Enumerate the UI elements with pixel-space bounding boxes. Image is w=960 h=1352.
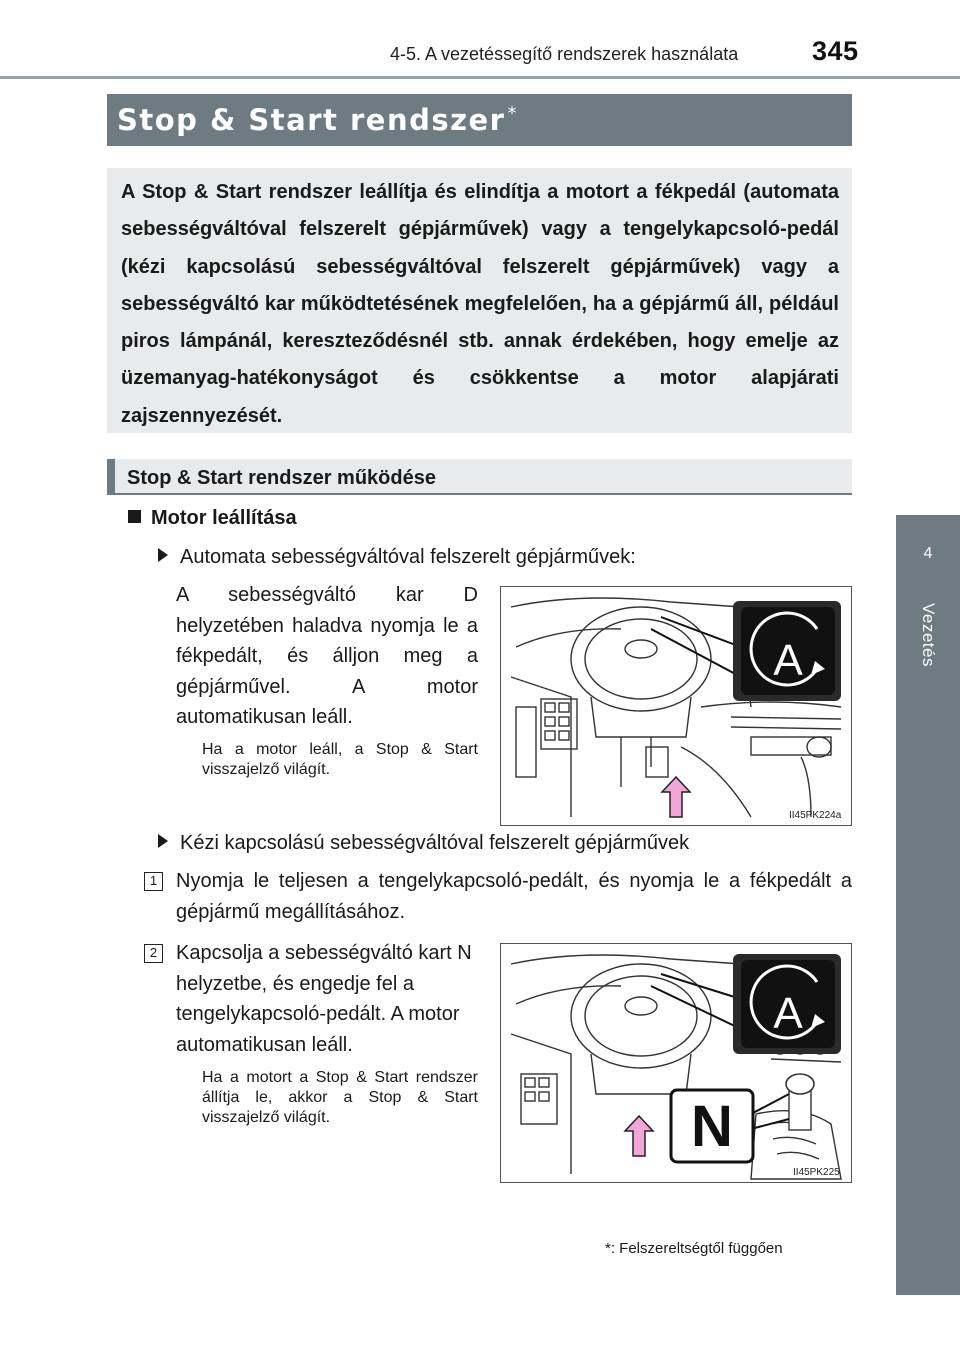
square-bullet-icon [128, 510, 141, 523]
manual-bullet-text: Kézi kapcsolású sebességváltóval felszerelt gépjárművek [180, 832, 690, 854]
auto-bullet-text: Automata sebességváltóval felszerelt gépjárművek: [180, 546, 636, 568]
subheading: Stop & Start rendszer működése [127, 467, 436, 489]
subheading-underline [107, 493, 852, 495]
page-title [117, 103, 518, 137]
triangle-bullet-icon [158, 834, 168, 848]
page-number: 345 [812, 36, 859, 66]
auto-indicator-letter: A [773, 636, 803, 685]
title-bar [107, 94, 852, 146]
step-1-text: Nyomja le teljesen a tengelykapcsoló-pedált, és nyomja le a fékpedált a gépjármű megállításához. [176, 870, 852, 923]
dashboard-illustration-automatic [501, 587, 852, 826]
chapter-label: Vezetés [919, 603, 938, 667]
figure-automatic [500, 586, 852, 826]
dashboard-illustration-manual [501, 944, 852, 1183]
chapter-number: 4 [923, 545, 933, 562]
step-number-1: 1 [144, 872, 163, 891]
footnote-text: : Felszereltségtől függően [610, 1240, 783, 1257]
title-marker: * [507, 103, 518, 124]
auto-bullet [158, 546, 636, 569]
title-text: Stop & Start rendszer [117, 103, 506, 137]
intro-text: A Stop & Start rendszer leállítja és elindítja a motort a fékpedál (automata sebességváltóval felszerelt gépjárművek) vagy a tengelykapcsoló-pedál (kézi kapcsolású sebességváltóval felszerelt gépjárművek) vagy a sebességváltó kar működtetésének megfelelően, ha a gépjármű áll, például piros lámpánál, kereszteződésnél stb. annak érdekében, hogy emelje az üzemanyag-hatékonyságot és csökkentse a motor alapjárati zajszennyezését. [121, 181, 839, 427]
step-number-2: 2 [144, 944, 163, 963]
auto-note: Ha a motor leáll, a Stop & Start visszajelző világít. [202, 741, 478, 778]
footnote [605, 1240, 783, 1257]
motor-heading [128, 507, 297, 530]
manual-indicator-letter: A [773, 989, 803, 1038]
figure-manual [500, 943, 852, 1183]
manual-bullet [158, 832, 689, 855]
figure-code: II45PK224a [789, 810, 842, 821]
manual-note: Ha a motort a Stop & Start rendszer állítja le, akkor a Stop & Start visszajelző világít. [202, 1069, 478, 1126]
chapter-tab [896, 515, 960, 1295]
section-header: 4-5. A vezetéssegítő rendszerek használata [390, 44, 739, 64]
intro-box [107, 168, 852, 433]
auto-instruction: A sebességváltó kar D helyzetében haladva nyomja le a fékpedált, és álljon meg a gépjárművel. A motor automatikusan leáll. [176, 584, 478, 728]
figure-code: II45PK225 [793, 1167, 840, 1178]
motor-heading-text: Motor leállítása [151, 507, 297, 529]
gear-n-letter: N [691, 1094, 733, 1159]
step-2-text: Kapcsolja a sebességváltó kart N helyzetbe, és engedje fel a tengelykapcsoló-pedált. A motor automatikusan leáll. [176, 942, 472, 1056]
triangle-bullet-icon [158, 548, 168, 562]
subheading-accent [107, 459, 115, 495]
footnote-marker: * [605, 1240, 611, 1257]
header-rule [0, 76, 960, 79]
subheading-bar [107, 459, 852, 495]
